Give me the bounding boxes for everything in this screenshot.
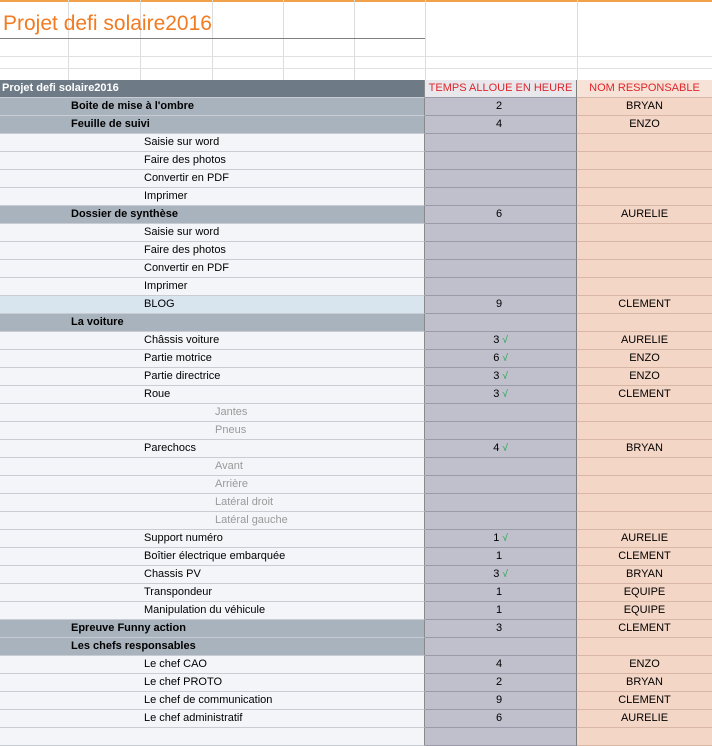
responsible-cell[interactable] xyxy=(577,278,712,296)
time-cell[interactable] xyxy=(425,260,577,278)
task-cell[interactable]: Imprimer xyxy=(0,188,425,206)
page-title[interactable]: Projet defi solaire2016 xyxy=(3,12,212,35)
header-resp-cell[interactable]: NOM RESPONSABLE xyxy=(577,80,712,98)
time-cell[interactable] xyxy=(425,638,577,656)
table-row xyxy=(0,584,712,602)
time-cell[interactable] xyxy=(425,584,577,602)
time-value: 6 xyxy=(495,712,503,724)
checkmark-icon: √ xyxy=(502,533,508,544)
responsible-cell[interactable]: EQUIPE xyxy=(577,602,712,620)
table-row xyxy=(0,260,712,278)
responsible-cell[interactable] xyxy=(577,494,712,512)
task-cell[interactable]: Partie directrice xyxy=(0,368,425,386)
responsible-cell[interactable]: CLEMENT xyxy=(577,692,712,710)
header-task-cell[interactable]: Projet defi solaire2016 xyxy=(0,80,425,98)
table-row xyxy=(0,98,712,116)
table-row xyxy=(0,548,712,566)
checkmark-icon: √ xyxy=(502,335,508,346)
responsible-cell[interactable]: CLEMENT xyxy=(577,620,712,638)
task-cell[interactable]: Le chef CAO xyxy=(0,656,425,674)
time-value: 3 xyxy=(493,388,500,400)
task-cell[interactable]: Latéral droit xyxy=(0,494,425,512)
responsible-cell[interactable] xyxy=(577,152,712,170)
table-row xyxy=(0,386,712,404)
time-cell[interactable] xyxy=(425,188,577,206)
time-cell[interactable] xyxy=(425,494,577,512)
checkmark-icon: √ xyxy=(502,569,508,580)
time-cell[interactable] xyxy=(425,602,577,620)
task-cell[interactable]: Le chef PROTO xyxy=(0,674,425,692)
table-row xyxy=(0,494,712,512)
table-row xyxy=(0,134,712,152)
task-cell[interactable]: Imprimer xyxy=(0,278,425,296)
task-cell[interactable]: Pneus xyxy=(0,422,425,440)
checkmark-icon: √ xyxy=(502,371,508,382)
task-cell[interactable]: Saisie sur word xyxy=(0,134,425,152)
task-cell[interactable]: Châssis voiture xyxy=(0,332,425,350)
time-cell[interactable] xyxy=(425,440,577,458)
task-cell[interactable]: BLOG xyxy=(0,296,425,314)
time-value: 9 xyxy=(495,298,503,310)
table-row xyxy=(0,692,712,710)
table-row xyxy=(0,188,712,206)
task-cell[interactable]: Roue xyxy=(0,386,425,404)
time-value: 4 xyxy=(495,118,503,130)
time-cell[interactable] xyxy=(425,512,577,530)
task-cell[interactable]: Jantes xyxy=(0,404,425,422)
time-cell[interactable] xyxy=(425,314,577,332)
table-row xyxy=(0,224,712,242)
responsible-cell[interactable]: CLEMENT xyxy=(577,296,712,314)
table-row xyxy=(0,170,712,188)
responsible-cell[interactable]: ENZO xyxy=(577,350,712,368)
time-value: 1 xyxy=(493,532,500,544)
task-cell[interactable]: Les chefs responsables xyxy=(0,638,425,656)
table-row xyxy=(0,728,712,746)
time-value: 1 xyxy=(495,550,503,562)
task-cell[interactable]: Transpondeur xyxy=(0,584,425,602)
responsible-cell[interactable] xyxy=(577,458,712,476)
time-cell[interactable] xyxy=(425,530,577,548)
time-value: 6 xyxy=(493,352,500,364)
time-cell[interactable] xyxy=(425,404,577,422)
responsible-cell[interactable]: ENZO xyxy=(577,368,712,386)
responsible-cell[interactable] xyxy=(577,512,712,530)
table-row xyxy=(0,440,712,458)
task-cell[interactable]: Arrière xyxy=(0,476,425,494)
responsible-cell[interactable] xyxy=(577,638,712,656)
time-value: 2 xyxy=(495,100,503,112)
task-cell[interactable]: Parechocs xyxy=(0,440,425,458)
checkmark-icon: √ xyxy=(502,389,508,400)
table-row xyxy=(0,620,712,638)
task-cell[interactable]: Faire des photos xyxy=(0,152,425,170)
time-value: 2 xyxy=(495,676,503,688)
time-cell[interactable] xyxy=(425,242,577,260)
header-time-cell[interactable]: TEMPS ALLOUE EN HEURE xyxy=(425,80,577,98)
table-row xyxy=(0,422,712,440)
task-cell[interactable]: Convertir en PDF xyxy=(0,260,425,278)
table-row xyxy=(0,368,712,386)
time-value: 6 xyxy=(495,208,503,220)
checkmark-icon: √ xyxy=(502,443,508,454)
responsible-cell[interactable] xyxy=(577,134,712,152)
time-cell[interactable] xyxy=(425,476,577,494)
time-cell[interactable] xyxy=(425,278,577,296)
responsible-cell[interactable]: AURELIE xyxy=(577,710,712,728)
responsible-cell[interactable]: CLEMENT xyxy=(577,548,712,566)
time-cell[interactable] xyxy=(425,332,577,350)
table-row xyxy=(0,314,712,332)
task-cell[interactable]: Dossier de synthèse xyxy=(0,206,425,224)
responsible-cell[interactable]: BRYAN xyxy=(577,98,712,116)
responsible-cell[interactable] xyxy=(577,242,712,260)
table-row xyxy=(0,566,712,584)
table-row xyxy=(0,296,712,314)
time-cell[interactable] xyxy=(425,170,577,188)
time-cell[interactable] xyxy=(425,368,577,386)
responsible-cell[interactable] xyxy=(577,422,712,440)
responsible-cell[interactable]: AURELIE xyxy=(577,530,712,548)
task-cell[interactable]: La voiture xyxy=(0,314,425,332)
table-body xyxy=(0,98,712,746)
grid-line xyxy=(0,68,712,69)
task-cell[interactable] xyxy=(0,728,425,746)
table-row xyxy=(0,116,712,134)
time-value: 1 xyxy=(495,604,503,616)
time-cell[interactable] xyxy=(425,674,577,692)
time-value: 4 xyxy=(495,658,503,670)
responsible-cell[interactable]: AURELIE xyxy=(577,206,712,224)
table-header-row xyxy=(0,80,712,98)
time-value: 9 xyxy=(495,694,503,706)
table-row xyxy=(0,602,712,620)
time-cell[interactable] xyxy=(425,620,577,638)
table-row xyxy=(0,458,712,476)
time-cell[interactable] xyxy=(425,728,577,746)
task-cell[interactable]: Boîtier électrique embarquée xyxy=(0,548,425,566)
responsible-cell[interactable]: ENZO xyxy=(577,656,712,674)
time-value: 3 xyxy=(495,622,503,634)
table-row xyxy=(0,152,712,170)
responsible-cell[interactable] xyxy=(577,314,712,332)
time-cell[interactable] xyxy=(425,134,577,152)
task-cell[interactable]: Support numéro xyxy=(0,530,425,548)
task-cell[interactable]: Manipulation du véhicule xyxy=(0,602,425,620)
responsible-cell[interactable] xyxy=(577,188,712,206)
task-cell[interactable]: Convertir en PDF xyxy=(0,170,425,188)
table-row xyxy=(0,350,712,368)
top-border xyxy=(0,0,712,2)
task-cell[interactable]: Feuille de suivi xyxy=(0,116,425,134)
time-value: 3 xyxy=(493,334,500,346)
table-row xyxy=(0,512,712,530)
responsible-cell[interactable]: BRYAN xyxy=(577,566,712,584)
time-cell[interactable] xyxy=(425,206,577,224)
time-value: 4 xyxy=(493,442,500,454)
responsible-cell[interactable] xyxy=(577,260,712,278)
task-cell[interactable]: Le chef de communication xyxy=(0,692,425,710)
table-row xyxy=(0,332,712,350)
task-cell[interactable]: Avant xyxy=(0,458,425,476)
table-row xyxy=(0,278,712,296)
table-row xyxy=(0,206,712,224)
spreadsheet-table xyxy=(0,80,712,746)
table-row xyxy=(0,530,712,548)
task-cell[interactable]: Saisie sur word xyxy=(0,224,425,242)
grid-line xyxy=(0,56,712,57)
task-cell[interactable]: Le chef administratif xyxy=(0,710,425,728)
time-cell[interactable] xyxy=(425,152,577,170)
title-underline xyxy=(0,38,425,39)
time-cell[interactable] xyxy=(425,422,577,440)
responsible-cell[interactable]: BRYAN xyxy=(577,674,712,692)
time-value: 3 xyxy=(493,370,500,382)
checkmark-icon: √ xyxy=(502,353,508,364)
time-cell[interactable] xyxy=(425,548,577,566)
table-row xyxy=(0,710,712,728)
time-value: 3 xyxy=(493,568,500,580)
table-row xyxy=(0,638,712,656)
responsible-cell[interactable] xyxy=(577,476,712,494)
task-cell[interactable]: Partie motrice xyxy=(0,350,425,368)
responsible-cell[interactable] xyxy=(577,170,712,188)
task-cell[interactable]: Latéral gauche xyxy=(0,512,425,530)
responsible-cell[interactable]: AURELIE xyxy=(577,332,712,350)
time-cell[interactable] xyxy=(425,656,577,674)
task-cell[interactable]: Boite de mise à l'ombre xyxy=(0,98,425,116)
responsible-cell[interactable] xyxy=(577,728,712,746)
responsible-cell[interactable]: CLEMENT xyxy=(577,386,712,404)
responsible-cell[interactable]: ENZO xyxy=(577,116,712,134)
time-cell[interactable] xyxy=(425,458,577,476)
table-row xyxy=(0,674,712,692)
time-cell[interactable] xyxy=(425,386,577,404)
task-cell[interactable]: Epreuve Funny action xyxy=(0,620,425,638)
time-cell[interactable] xyxy=(425,116,577,134)
time-cell[interactable] xyxy=(425,710,577,728)
time-value: 1 xyxy=(495,586,503,598)
table-row xyxy=(0,656,712,674)
responsible-cell[interactable]: EQUIPE xyxy=(577,584,712,602)
time-cell[interactable] xyxy=(425,692,577,710)
time-cell[interactable] xyxy=(425,566,577,584)
responsible-cell[interactable]: BRYAN xyxy=(577,440,712,458)
task-cell[interactable]: Faire des photos xyxy=(0,242,425,260)
table-row xyxy=(0,242,712,260)
responsible-cell[interactable] xyxy=(577,404,712,422)
table-row xyxy=(0,404,712,422)
time-cell[interactable] xyxy=(425,224,577,242)
time-cell[interactable] xyxy=(425,350,577,368)
time-cell[interactable] xyxy=(425,98,577,116)
time-cell[interactable] xyxy=(425,296,577,314)
table-row xyxy=(0,476,712,494)
responsible-cell[interactable] xyxy=(577,224,712,242)
task-cell[interactable]: Chassis PV xyxy=(0,566,425,584)
